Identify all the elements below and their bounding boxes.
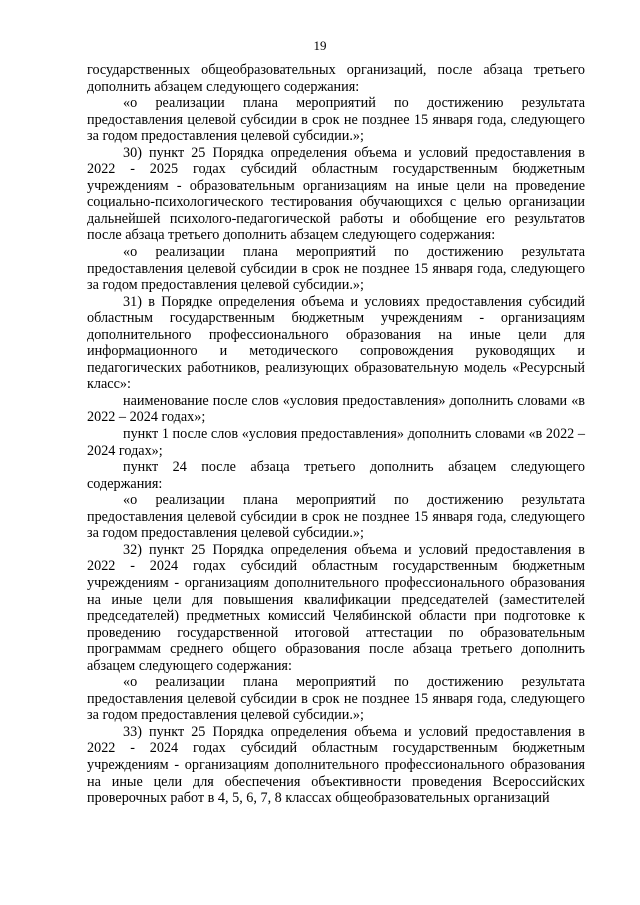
paragraph: 31) в Порядке определения объема и условиях предоставления субсидий областным государственным бюджетным учреждениям - организациям дополнительного профессионального образования на иные цели для информационного и методического сопровождения руководящих и педагогических работников, реализующих образовательную модель «Ресурсный класс»: [87,293,585,393]
paragraph: наименование после слов «условия предоставления» дополнить словами «в 2022 – 2024 годах»; [87,392,585,426]
paragraph: «о реализации плана мероприятий по достижению результата предоставления целевой субсидии в срок не позднее 15 января года, следующего за годом предоставления целевой субсидии.»; [87,95,585,145]
paragraph: 32) пункт 25 Порядка определения объема и условий предоставления в 2022 - 2024 годах субсидий областным государственным бюджетным учреждениям - организациям дополнительного профессионального образования на иные цели для повышения квалификации председателей (заместителей председателей) предметных комиссий Челябинской области при подготовке к проведению государственной итоговой аттестации по образовательным программам среднего общего образования после абзаца третьего дополнить абзацем следующего содержания: [87,541,585,674]
paragraph: государственных общеобразовательных организаций, после абзаца третьего дополнить абзацем следующего содержания: [87,62,585,95]
paragraph: 33) пункт 25 Порядка определения объема и условий предоставления в 2022 - 2024 годах субсидий областным государственным бюджетным учреждениям - организациям дополнительного профессионального образования на иные цели для обеспечения объективности проведения Всероссийских проверочных работ в 4, 5, 6, 7, 8 классах общеобразовательных организаций [87,723,585,807]
paragraph: «о реализации плана мероприятий по достижению результата предоставления целевой субсидии в срок не позднее 15 января года, следующего за годом предоставления целевой субсидии.»; [87,674,585,724]
document-body [87,62,585,807]
paragraph: пункт 24 после абзаца третьего дополнить абзацем следующего содержания: [87,459,585,492]
paragraph: «о реализации плана мероприятий по достижению результата предоставления целевой субсидии в срок не позднее 15 января года, следующего за годом предоставления целевой субсидии.»; [87,244,585,294]
paragraph: 30) пункт 25 Порядка определения объема и условий предоставления в 2022 - 2025 годах субсидий областным государственным бюджетным учреждениям - образовательным организациям на иные цели на проведение социально-психологического тестирования обучающихся с целью организации дальнейшей психолого-педагогической работы и обобщение его результатов после абзаца третьего дополнить абзацем следующего содержания: [87,144,585,244]
page-number: 19 [313,38,327,53]
paragraph: «о реализации плана мероприятий по достижению результата предоставления целевой субсидии в срок не позднее 15 января года, следующего за годом предоставления целевой субсидии.»; [87,492,585,542]
paragraph: пункт 1 после слов «условия предоставления» дополнить словами «в 2022 – 2024 годах»; [87,426,585,459]
